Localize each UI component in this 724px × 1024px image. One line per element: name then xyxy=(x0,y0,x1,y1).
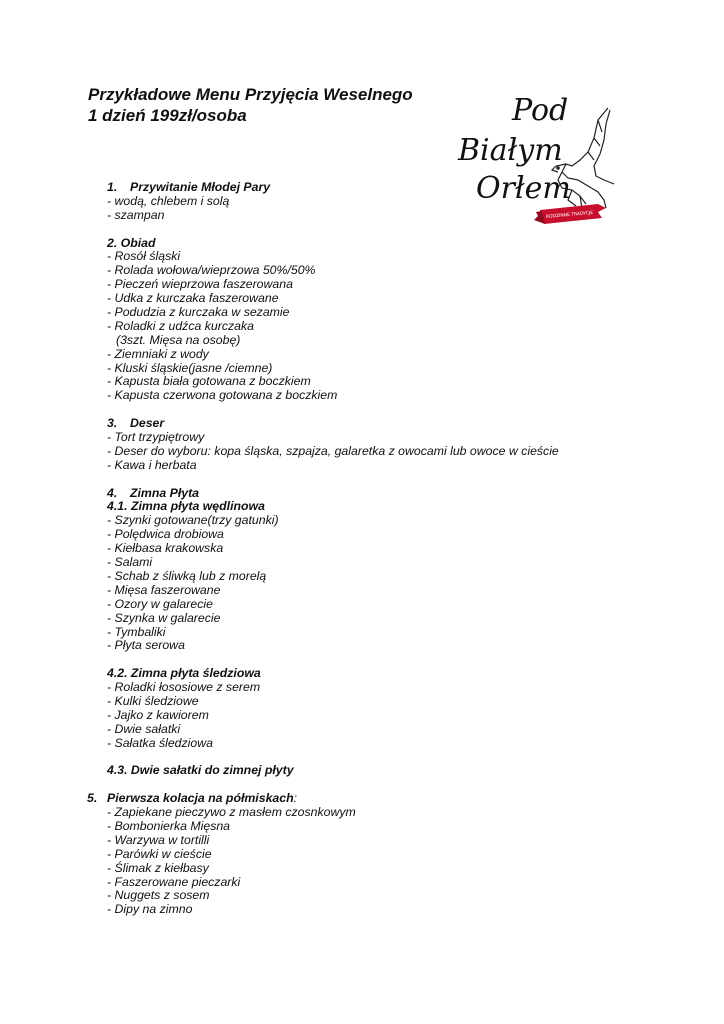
list-item: - Ziemniaki z wody xyxy=(107,346,209,361)
logo-line-1: Pod xyxy=(512,93,569,128)
list-item: - Ślimak z kiełbasy xyxy=(107,860,209,875)
section-5-title: Pierwsza kolacja na półmiskach xyxy=(107,791,294,806)
list-item: - Roladki łososiowe z serem xyxy=(107,680,261,695)
list-item: - Kiełbasa krakowska xyxy=(107,541,224,556)
list-item: - Nuggets z sosem xyxy=(107,888,210,903)
section-1-heading xyxy=(107,181,607,195)
section-5-title-suffix: : xyxy=(293,791,298,806)
subsection-4-1-title: Zimna płyta wędlinowa xyxy=(131,499,265,514)
list-item: - Polędwica drobiowa xyxy=(107,527,224,542)
list-item: - Salami xyxy=(107,555,153,570)
list-item: - Tymbaliki xyxy=(107,624,166,639)
list-item: - Kawa i herbata xyxy=(107,457,197,472)
section-3-title: Deser xyxy=(130,416,165,431)
section-4-title: Zimna Płyta xyxy=(130,485,200,500)
section-3-heading xyxy=(107,417,607,431)
list-item: - Kapusta biała gotowana z boczkiem xyxy=(107,374,311,389)
section-1-title: Przywitanie Młodej Pary xyxy=(130,180,271,194)
list-item: - Deser do wyboru: kopa śląska, szpajza, galaretka z owocami lub owoce w cieście xyxy=(107,443,559,458)
title-line-2: 1 dzień 199zł/osoba xyxy=(88,106,247,125)
menu-content xyxy=(87,180,607,917)
logo-line-3: Orłem xyxy=(476,171,571,206)
list-item: - Roladki z udźca kurczaka xyxy=(107,318,254,333)
list-item-note: (3szt. Mięsa na osobę) xyxy=(116,332,241,347)
list-item: - szampan xyxy=(107,207,165,222)
subsection-4-1-heading xyxy=(107,500,607,514)
list-item: - Kluski śląskie(jasne /ciemne) xyxy=(107,360,273,375)
section-4-heading xyxy=(107,487,607,501)
subsection-4-1-number: 4.1. xyxy=(107,499,128,514)
page-title xyxy=(88,84,413,126)
section-3-number: 3. xyxy=(107,416,118,431)
list-item: - Jajko z kawiorem xyxy=(107,707,209,722)
section-2-heading: 2. Obiad xyxy=(107,235,156,250)
list-item: - Schab z śliwką lub z morelą xyxy=(107,568,267,583)
list-item: - Szynki gotowane(trzy gatunki) xyxy=(107,513,279,528)
list-item: - Dwie sałatki xyxy=(107,721,181,736)
list-item: - Zapiekane pieczywo z masłem czosnkowym xyxy=(107,805,356,820)
logo-ribbon-text: RODZINNE TRADYCJE xyxy=(545,210,594,220)
list-item: - Warzywa w tortilli xyxy=(107,832,210,847)
section-5-heading xyxy=(87,792,607,806)
list-item: - Szynka w galarecie xyxy=(107,610,221,625)
list-item: - Rolada wołowa/wieprzowa 50%/50% xyxy=(107,263,316,278)
list-item: - Dipy na zimno xyxy=(107,902,193,917)
section-4-number: 4. xyxy=(107,485,118,500)
list-item: - Płyta serowa xyxy=(107,638,185,653)
list-item: - Kulki śledziowe xyxy=(107,693,199,708)
list-item: - Podudzia z kurczaka w sezamie xyxy=(107,305,290,320)
list-item: - Pieczeń wieprzowa faszerowana xyxy=(107,277,293,292)
section-5-number: 5. xyxy=(87,791,98,806)
list-item: - wodą, chlebem i solą xyxy=(107,193,230,208)
subsection-4-3-heading: 4.3. Dwie sałatki do zimnej płyty xyxy=(107,763,294,778)
title-line-1: Przykładowe Menu Przyjęcia Weselnego xyxy=(88,85,413,104)
list-item: - Parówki w cieście xyxy=(107,846,212,861)
list-item: - Mięsa faszerowane xyxy=(107,582,221,597)
section-1-number: 1. xyxy=(107,180,118,194)
list-item: - Ozory w galarecie xyxy=(107,596,213,611)
list-item: - Udka z kurczaka faszerowane xyxy=(107,291,279,306)
subsection-4-2-heading: 4.2. Zimna płyta śledziowa xyxy=(107,666,261,681)
list-item: - Sałatka śledziowa xyxy=(107,735,213,750)
list-item: - Bombonierka Mięsna xyxy=(107,818,231,833)
list-item: - Rosół śląski xyxy=(107,249,181,264)
logo-line-2: Białym xyxy=(458,133,563,168)
list-item: - Kapusta czerwona gotowana z boczkiem xyxy=(107,388,338,403)
list-item: - Tort trzypiętrowy xyxy=(107,430,205,445)
list-item: - Faszerowane pieczarki xyxy=(107,874,241,889)
